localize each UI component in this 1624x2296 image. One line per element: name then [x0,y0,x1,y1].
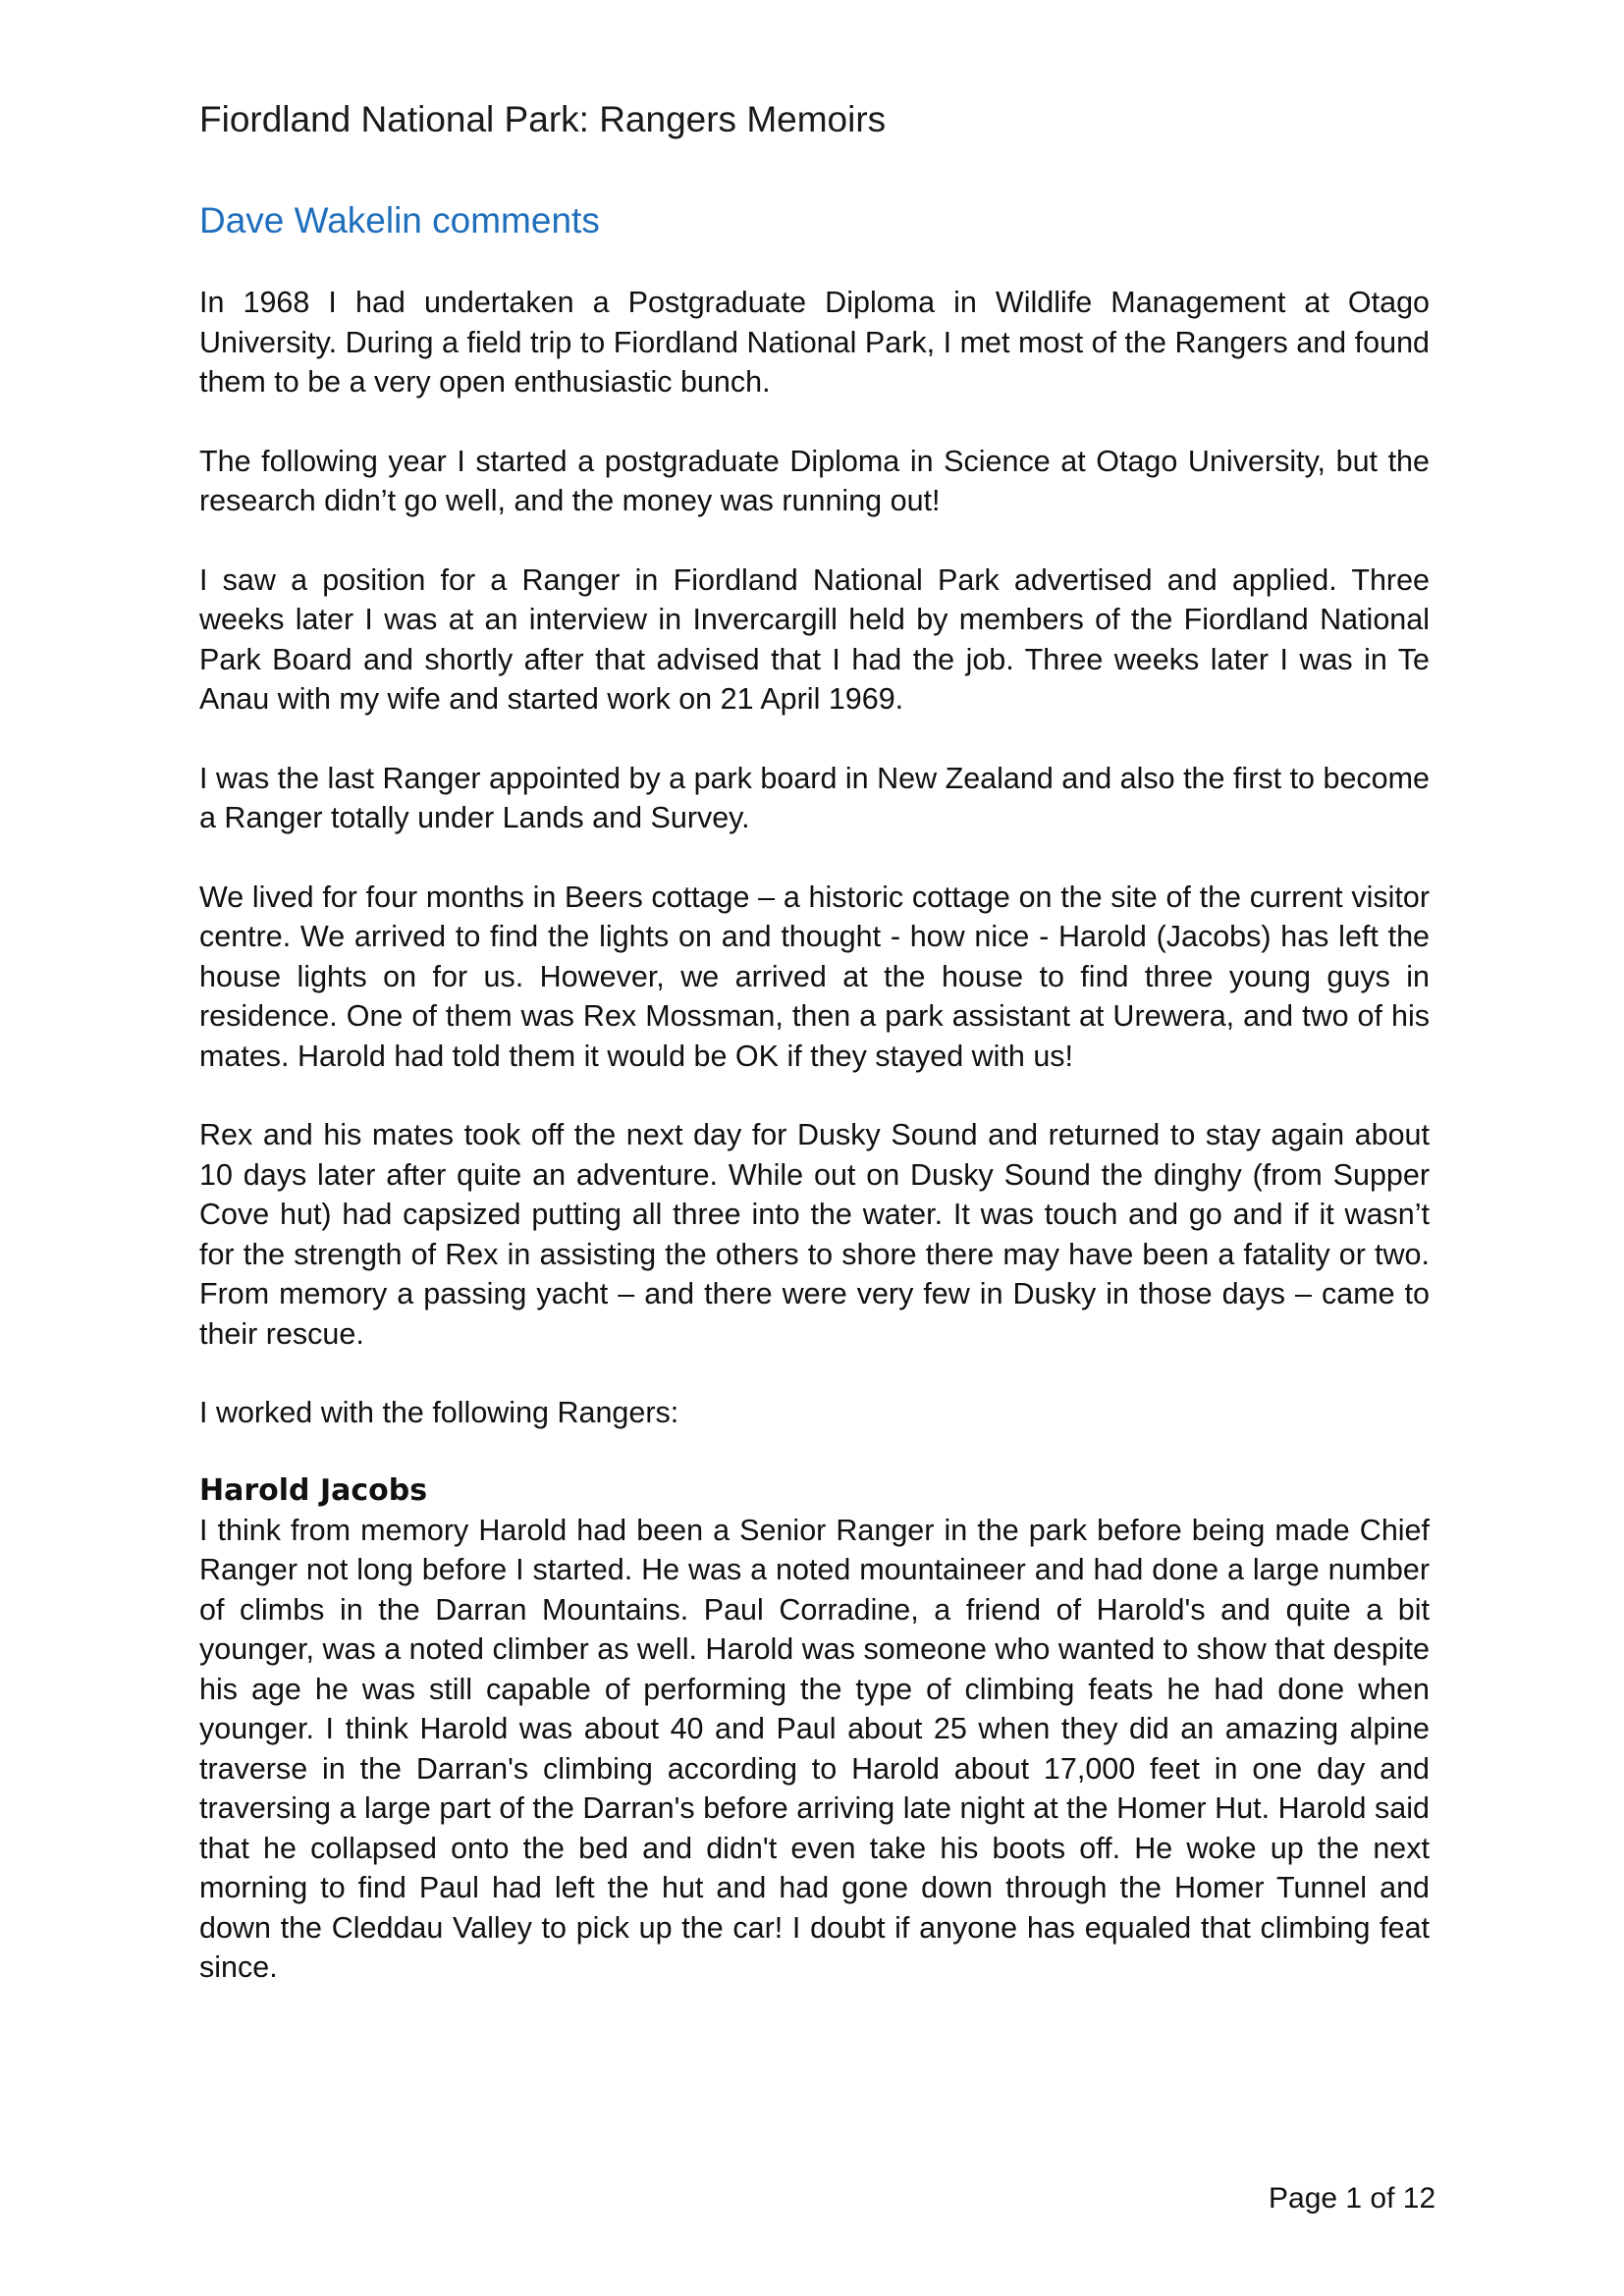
ranger-subheading: Harold Jacobs [199,1472,428,1508]
paragraph-4: I was the last Ranger appointed by a park board in New Zealand and also the first to become a Ranger totally under Lands and Survey. [199,761,1430,834]
document-body [199,283,1430,1988]
paragraph-2: The following year I started a postgraduate Diploma in Science at Otago University, but the research didn’t go well, and the money was running out! [199,444,1430,517]
paragraph-6: Rex and his mates took off the next day for Dusky Sound and returned to stay again about 10 days later after quite an adventure. While out on Dusky Sound the dinghy (from Supper Cove hut) had capsized putting all three into the water. It was touch and go and if it wasn’t for the strength of Rex in assisting the others to shore there may have been a fatality or two. From memory a passing yacht – and there were very few in Dusky in those days – came to their rescue. [199,1118,1430,1351]
paragraph-1: In 1968 I had undertaken a Postgraduate Diploma in Wildlife Management at Otago University. During a field trip to Fiordland National Park, I met most of the Rangers and found them to be a very open enthusiastic bunch. [199,286,1430,399]
section-heading: Dave Wakelin comments [199,200,600,240]
ranger-paragraph: I think from memory Harold had been a Senior Ranger in the park before being made Chief Ranger not long before I started. He was a noted mountaineer and had done a large number of climbs in the Darran Mountains. Paul Corradine, a friend of Harold's and quite a bit younger, was a noted climber as well. Harold was someone who wanted to show that despite his age he was still capable of performing the type of climbing feats he had done when younger. I think Harold was about 40 and Paul about 25 when they did an amazing alpine traverse in the Darran's climbing according to Harold about 17,000 feet in one day and traversing a large part of the Darran's before arriving late night at the Homer Hut. Harold said that he collapsed onto the bed and didn't even take his boots off. He woke up the next morning to find Paul had left the hut and had gone down through the Homer Tunnel and down the Cleddau Valley to pick up the car! I doubt if anyone has equaled that climbing feat since. [199,1513,1430,1984]
paragraph-7: I worked with the following Rangers: [199,1396,679,1429]
document-title: Fiordland National Park: Rangers Memoirs [199,99,887,139]
paragraph-5: We lived for four months in Beers cottage – a historic cottage on the site of the current visitor centre. We arrived to find the lights on and thought - how nice - Harold (Jacobs) has left the house lights on for us. However, we arrived at the house to find three young guys in residence. One of them was Rex Mossman, then a park assistant at Urewera, and two of his mates. Harold had told them it would be OK if they stayed with us! [199,880,1430,1073]
page-number: Page 1 of 12 [1269,2182,1436,2215]
paragraph-3: I saw a position for a Ranger in Fiordland National Park advertised and applied. Three weeks later I was at an interview in Invercargill held by members of the Fiordland National Park Board and shortly after that advised that I had the job. Three weeks later I was in Te Anau with my wife and started work on 21 April 1969. [199,562,1430,716]
